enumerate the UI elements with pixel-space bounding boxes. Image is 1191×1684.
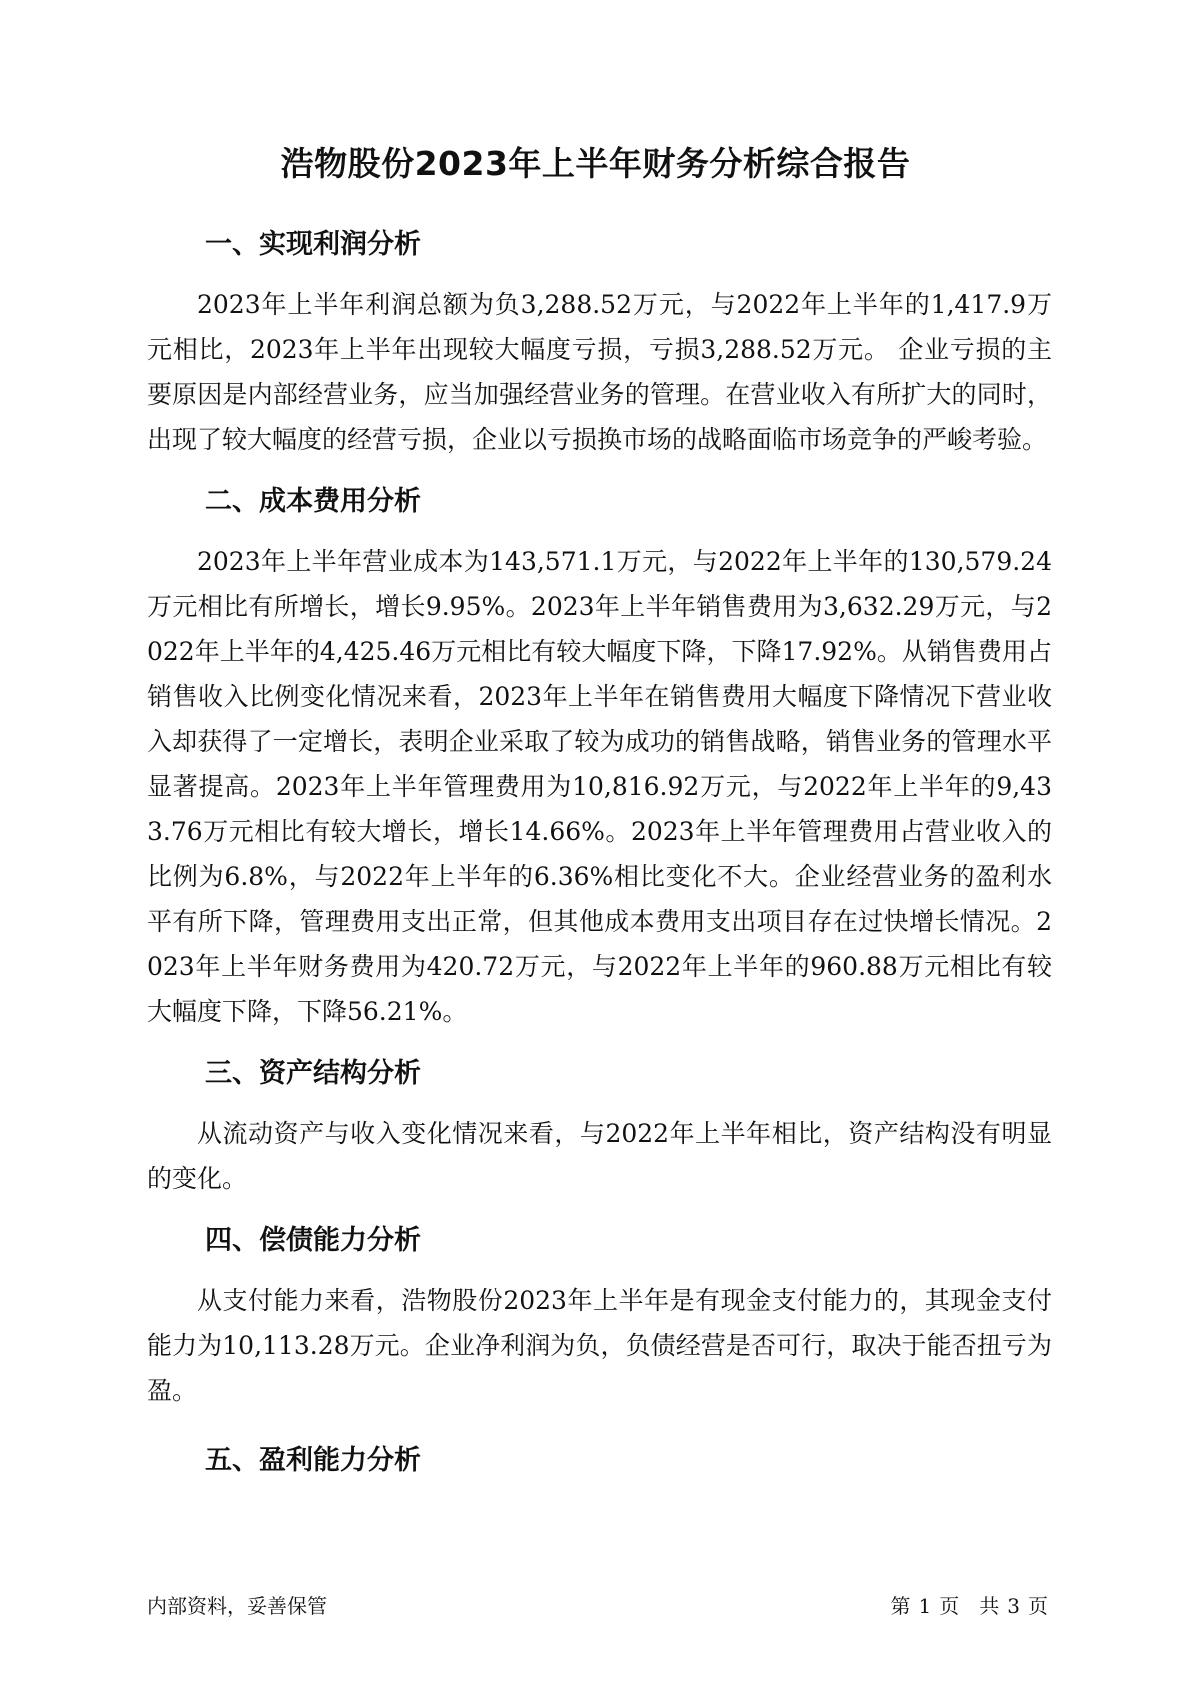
section-heading: 三、资产结构分析: [205, 1058, 421, 1089]
page-footer: [147, 1591, 1052, 1621]
section-heading: 一、实现利润分析: [205, 229, 421, 260]
footer-confidential-note: 内部资料，妥善保管: [147, 1594, 327, 1618]
section-profit: [147, 225, 1052, 462]
section-heading: 五、盈利能力分析: [205, 1445, 421, 1476]
paragraph: 2023年上半年利润总额为负3,288.52万元，与2022年上半年的1,417.9万元相比，2023年上半年出现较大幅度亏损，亏损3,288.52万元。 企业亏损的主要原因是内部经营业务，应当加强经营业务的管理。在营业收入有所扩大的同时，出现了较大幅度的经营亏损，企业以亏损换市场的战略面临市场竞争的严峻考验。: [147, 290, 1052, 454]
paragraph: 从流动资产与收入变化情况来看，与2022年上半年相比，资产结构没有明显的变化。: [147, 1119, 1052, 1193]
page-mid: 页 共: [939, 1594, 1000, 1618]
page-current: 1: [918, 1594, 932, 1618]
section-cost: [147, 482, 1052, 1034]
section-assets: [147, 1054, 1052, 1201]
page-number: [887, 1591, 1052, 1621]
section-solvency: [147, 1221, 1052, 1413]
section-profitability: [147, 1441, 1052, 1481]
section-heading: 四、偿债能力分析: [205, 1225, 421, 1256]
paragraph: 从支付能力来看，浩物股份2023年上半年是有现金支付能力的，其现金支付能力为10,113.28万元。企业净利润为负，负债经营是否可行，取决于能否扭亏为盈。: [147, 1286, 1052, 1405]
document-body: [147, 225, 1052, 1498]
paragraph: 2023年上半年营业成本为143,571.1万元，与2022年上半年的130,579.24万元相比有所增长，增长9.95%。2023年上半年销售费用为3,632.29万元，与2022年上半年的4,425.46万元相比有较大幅度下降，下降17.92%。从销售费用占销售收入比例变化情况来看，2023年上半年在销售费用大幅度下降情况下营业收入却获得了一定增长，表明企业采取了较为成功的销售战略，销售业务的管理水平显著提高。2023年上半年管理费用为10,816.92万元，与2022年上半年的9,433.76万元相比有较大增长，增长14.66%。2023年上半年管理费用占营业收入的比例为6.8%，与2022年上半年的6.36%相比变化不大。企业经营业务的盈利水平有所下降，管理费用支出正常，但其他成本费用支出项目存在过快增长情况。2023年上半年财务费用为420.72万元，与2022年上半年的960.88万元相比有较大幅度下降，下降56.21%。: [147, 547, 1052, 1026]
section-heading: 二、成本费用分析: [205, 486, 421, 517]
page-total: 3: [1007, 1594, 1020, 1618]
page-suffix: 页: [1028, 1594, 1048, 1618]
page-prefix: 第: [890, 1594, 911, 1618]
document-title: 浩物股份2023年上半年财务分析综合报告: [280, 144, 911, 183]
